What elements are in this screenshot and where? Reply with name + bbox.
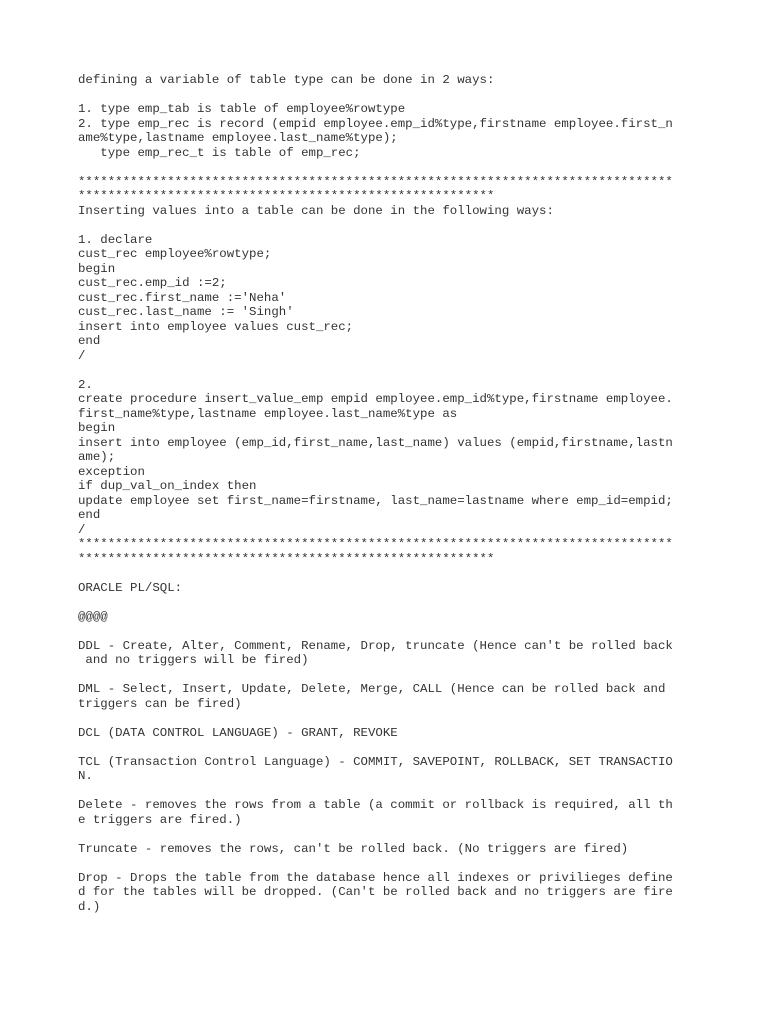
text-line: / bbox=[78, 522, 86, 537]
text-line: ******************************************************** bbox=[78, 189, 495, 203]
text-line: d.) bbox=[78, 899, 101, 914]
text-line bbox=[78, 784, 698, 799]
text-line: DML - Select, Insert, Update, Delete, Merge, CALL (Hence can be rolled back and bbox=[78, 682, 666, 696]
text-line: create procedure insert_value_emp empid employee.emp_id%type,firstname employee. bbox=[78, 392, 673, 406]
text-line bbox=[78, 624, 698, 639]
text-line: end bbox=[78, 334, 101, 348]
text-line: / bbox=[78, 348, 86, 363]
text-line: begin bbox=[78, 421, 116, 435]
text-line bbox=[78, 160, 698, 175]
text-line: 1. declare bbox=[78, 232, 153, 247]
text-line bbox=[78, 363, 698, 378]
text-line bbox=[78, 88, 698, 103]
text-line bbox=[78, 827, 698, 842]
text-line: and no triggers will be fired) bbox=[78, 653, 309, 667]
text-line: insert into employee values cust_rec; bbox=[78, 319, 354, 334]
text-line: Delete - removes the rows from a table (a commit or rollback is required, all th bbox=[78, 798, 673, 812]
text-line: Drop - Drops the table from the database hence all indexes or privilieges define bbox=[78, 870, 673, 885]
text-line: ame%type,lastname employee.last_name%type); bbox=[78, 131, 398, 145]
text-line bbox=[78, 566, 698, 581]
text-line: ORACLE PL/SQL: bbox=[78, 580, 183, 595]
text-line: insert into employee (emp_id,first_name,last_name) values (empid,firstname,lastn bbox=[78, 435, 673, 450]
text-line: cust_rec employee%rowtype; bbox=[78, 247, 272, 261]
text-line: e triggers are fired.) bbox=[78, 812, 242, 827]
text-line: Inserting values into a table can be done in the following ways: bbox=[78, 203, 554, 218]
text-line: first_name%type,lastname employee.last_name%type as bbox=[78, 406, 458, 421]
text-line: exception bbox=[78, 464, 145, 479]
text-line: d for the tables will be dropped. (Can't be rolled back and no triggers are fire bbox=[78, 885, 673, 899]
text-line: @@@@ bbox=[78, 609, 108, 624]
text-line: DCL (DATA CONTROL LANGUAGE) - GRANT, REVOKE bbox=[78, 725, 398, 740]
text-line: triggers can be fired) bbox=[78, 696, 242, 711]
text-line bbox=[78, 740, 698, 755]
text-line: 1. type emp_tab is table of employee%rowtype bbox=[78, 102, 406, 116]
text-line: ******************************************************** bbox=[78, 551, 495, 566]
text-line bbox=[78, 595, 698, 610]
text-line: if dup_val_on_index then bbox=[78, 479, 257, 493]
text-line bbox=[78, 668, 698, 683]
text-line: cust_rec.last_name := 'Singh' bbox=[78, 305, 294, 319]
text-line: cust_rec.emp_id :=2; bbox=[78, 276, 227, 290]
text-line: end bbox=[78, 508, 101, 522]
text-line bbox=[78, 711, 698, 726]
text-line: begin bbox=[78, 261, 116, 276]
text-line: 2. type emp_rec is record (empid employee.emp_id%type,firstname employee.first_n bbox=[78, 116, 673, 131]
text-line: cust_rec.first_name :='Neha' bbox=[78, 290, 287, 305]
document-page bbox=[78, 73, 698, 914]
text-line: ame); bbox=[78, 450, 116, 464]
text-line: 2. bbox=[78, 377, 93, 392]
text-line bbox=[78, 856, 698, 871]
text-line: ******************************************************************************** bbox=[78, 174, 673, 189]
text-line: TCL (Transaction Control Language) - COMMIT, SAVEPOINT, ROLLBACK, SET TRANSACTIO bbox=[78, 754, 673, 769]
text-line: ******************************************************************************** bbox=[78, 537, 673, 551]
text-line: DDL - Create, Alter, Comment, Rename, Drop, truncate (Hence can't be rolled back bbox=[78, 638, 673, 653]
text-line: N. bbox=[78, 769, 93, 783]
text-line: update employee set first_name=firstname, last_name=lastname where emp_id=empid; bbox=[78, 493, 673, 508]
text-line bbox=[78, 218, 698, 233]
text-line: defining a variable of table type can be done in 2 ways: bbox=[78, 73, 495, 87]
text-line: type emp_rec_t is table of emp_rec; bbox=[78, 145, 361, 160]
text-line: Truncate - removes the rows, can't be rolled back. (No triggers are fired) bbox=[78, 841, 629, 856]
